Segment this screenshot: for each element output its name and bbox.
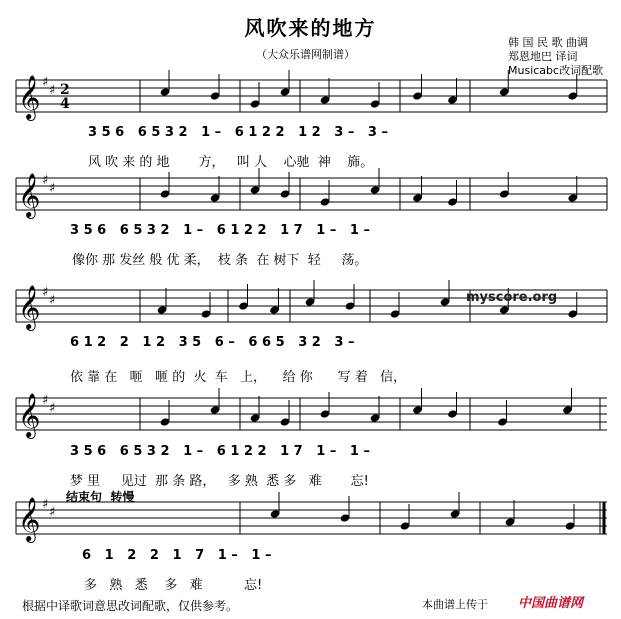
- ending-marking: 结束句 转慢: [66, 490, 135, 504]
- lyrics-line-3: 依 靠 在 咂 咂 的 火 车 上， 给 你 写 着 信，: [70, 370, 407, 385]
- sharp-icon: ♯: [42, 285, 49, 300]
- time-signature-bottom: 4: [60, 96, 70, 112]
- time-signature-top: 2: [60, 82, 70, 98]
- site-logo[interactable]: 中国曲谱网: [518, 596, 584, 611]
- treble-clef-icon: 𝄞: [18, 393, 41, 437]
- sharp-icon: ♯: [49, 401, 56, 416]
- footer-note: 根据中译歌词意思改词配歌，仅供参考。: [22, 599, 239, 613]
- treble-clef-icon: 𝄞: [18, 173, 41, 217]
- sharp-icon: ♯: [49, 293, 56, 308]
- subtitle: （大众乐谱网制谱）: [256, 48, 355, 61]
- lyrics-line-4: 梦 里 见过 那 条 路， 多 熟 悉 多 难 忘!: [70, 474, 369, 489]
- watermark: myscore.org: [466, 290, 558, 305]
- sharp-icon: ♯: [49, 181, 56, 196]
- sharp-icon: ♯: [42, 75, 49, 90]
- sharp-icon: ♯: [49, 505, 56, 520]
- sharp-icon: ♯: [49, 83, 56, 98]
- treble-clef-icon: 𝄞: [18, 285, 41, 329]
- sharp-icon: ♯: [42, 173, 49, 188]
- song-title: 风吹来的地方: [244, 16, 377, 40]
- jianpu-line-2: 3 5 6 6 5 3 2 1 – 6 1 2 2 1 7 1 – 1 –: [70, 223, 371, 238]
- jianpu-line-3: 6 1 2 2 1 2 3 5 6 – 6 6 5 3 2 3 –: [70, 335, 355, 350]
- jianpu-line-5: 6 1 2 2 1 7 1 – 1 –: [82, 548, 272, 563]
- lyrics-line-5: 多 熟 悉 多 难 忘!: [84, 578, 263, 593]
- lyrics-line-1: 风 吹 来 的 地 方， 叫 人 心驰 神 旆。: [88, 155, 374, 170]
- sharp-icon: ♯: [42, 393, 49, 408]
- credit-composer: 韩 国 民 歌 曲调: [508, 36, 588, 49]
- treble-clef-icon: 𝄞: [18, 75, 41, 119]
- upload-note: 本曲谱上传于: [422, 598, 488, 611]
- lyrics-line-2: 像你 那 发丝 般 优 柔， 枝 条 在 树下 轻 荡。: [72, 253, 368, 268]
- credit-arranger: Musicabc改词配歌: [508, 64, 604, 77]
- credit-translator: 郑恩地巴 译词: [508, 50, 578, 63]
- sharp-icon: ♯: [42, 497, 49, 512]
- jianpu-line-4: 3 5 6 6 5 3 2 1 – 6 1 2 2 1 7 1 – 1 –: [70, 444, 371, 459]
- treble-clef-icon: 𝄞: [18, 497, 41, 541]
- jianpu-line-1: 3 5 6 6 5 3 2 1 – 6 1 2 2 1 2 3 – 3 –: [88, 125, 389, 140]
